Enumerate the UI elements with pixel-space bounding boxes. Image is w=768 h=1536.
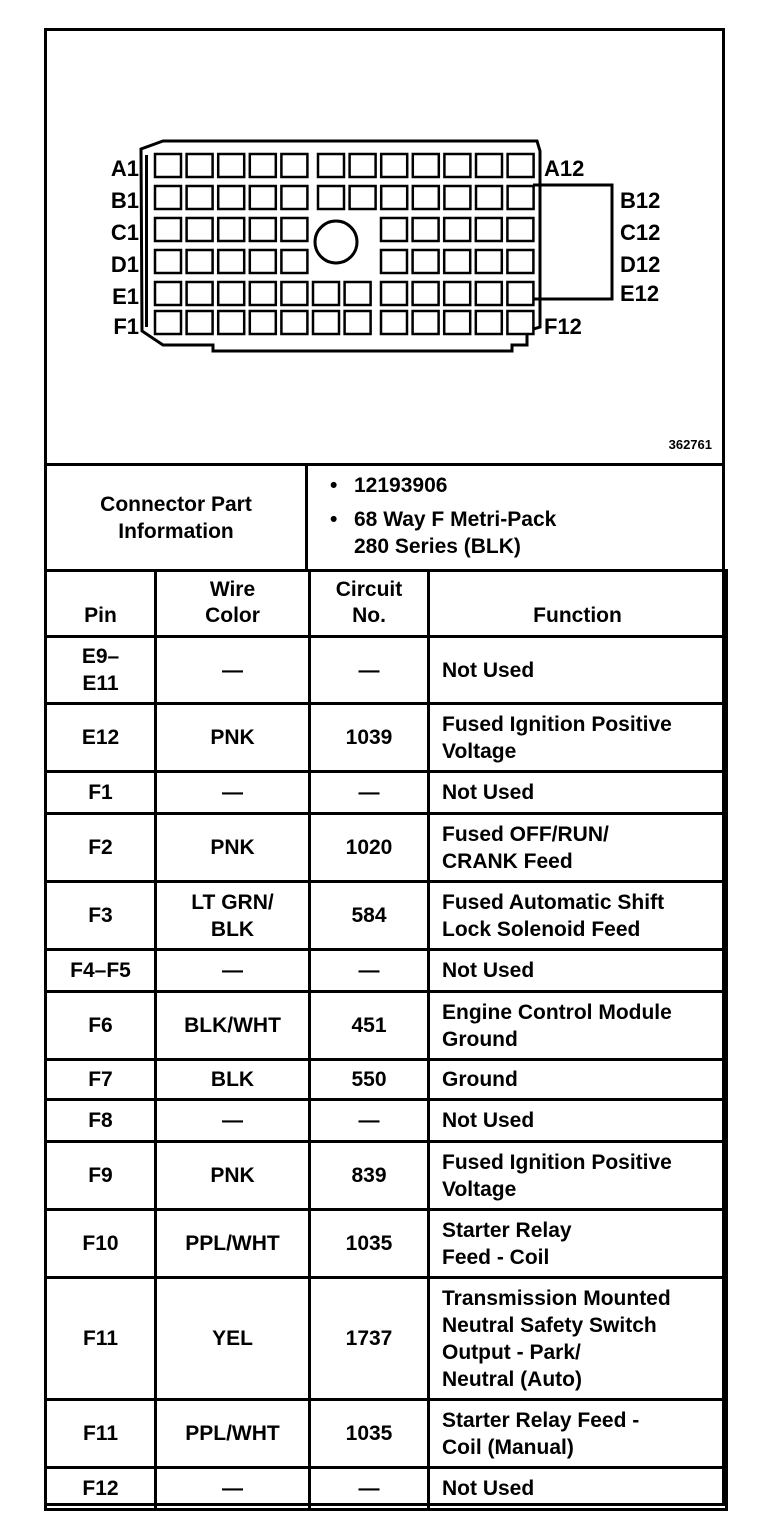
- row-label-left: F1: [113, 314, 139, 339]
- pin-cavity: [381, 154, 407, 177]
- pin-cell: E9– E11: [46, 637, 156, 704]
- pin-cavity: [155, 186, 181, 209]
- header-wire-color: Wire Color: [156, 571, 310, 637]
- pin-cell: F2: [46, 814, 156, 882]
- function-cell: Fused OFF/RUN/ CRANK Feed: [429, 814, 727, 882]
- circuit-cell: 550: [310, 1060, 429, 1100]
- pin-cavity: [413, 250, 439, 273]
- table-row: [46, 637, 727, 704]
- pin-cell: F11: [46, 1278, 156, 1400]
- table-row: [46, 1100, 727, 1142]
- pin-cavity: [155, 154, 181, 177]
- circuit-cell: —: [310, 1100, 429, 1142]
- wire-color-cell: PPL/WHT: [156, 1400, 310, 1468]
- row-label-left: E1: [112, 284, 139, 309]
- table-row: [46, 1400, 727, 1468]
- circuit-cell: 1737: [310, 1278, 429, 1400]
- pin-cavity: [476, 250, 502, 273]
- wire-color-cell: PNK: [156, 814, 310, 882]
- pin-cavity: [218, 282, 244, 305]
- circuit-cell: 584: [310, 882, 429, 950]
- part-info-item: [330, 472, 722, 499]
- pin-cell: F12: [46, 1468, 156, 1510]
- table-row: [46, 882, 727, 950]
- pin-cavity: [508, 186, 534, 209]
- lock-bracket: [533, 185, 612, 299]
- pin-cavity: [381, 282, 407, 305]
- table-row: [46, 1060, 727, 1100]
- row-label-right: A12: [544, 156, 585, 181]
- pin-cavity: [250, 154, 276, 177]
- connector-end-view-sheet: [44, 28, 725, 1506]
- table-row: [46, 992, 727, 1060]
- function-cell: Transmission Mounted Neutral Safety Switch Output - Park/ Neutral (Auto): [429, 1278, 727, 1400]
- function-cell: Not Used: [429, 637, 727, 704]
- row-label-right: C12: [620, 220, 661, 245]
- circuit-cell: —: [310, 950, 429, 992]
- table-row: [46, 1468, 727, 1510]
- table-header-row: [46, 571, 727, 637]
- header-pin: Pin: [46, 571, 156, 637]
- function-cell: Not Used: [429, 1100, 727, 1142]
- pin-cavity: [476, 186, 502, 209]
- wire-color-cell: —: [156, 1100, 310, 1142]
- pin-cavity: [476, 154, 502, 177]
- pin-table-body: [46, 637, 727, 1510]
- pin-cavity: [345, 282, 371, 305]
- housing-left-rail: [145, 155, 148, 327]
- wire-color-cell: YEL: [156, 1278, 310, 1400]
- pin-cavity: [350, 154, 376, 177]
- center-post: [315, 221, 357, 263]
- function-cell: Not Used: [429, 772, 727, 814]
- table-row: [46, 1278, 727, 1400]
- pin-cavity: [508, 154, 534, 177]
- pin-cell: F3: [46, 882, 156, 950]
- connector-description: 68 Way F Metri-Pack 280 Series (BLK): [354, 508, 557, 558]
- pin-cell: F4–F5: [46, 950, 156, 992]
- pin-cavity: [187, 154, 213, 177]
- circuit-cell: 839: [310, 1142, 429, 1210]
- pin-cavity: [444, 250, 470, 273]
- part-info-list: [308, 466, 722, 569]
- pin-cell: E12: [46, 704, 156, 772]
- function-cell: Fused Automatic Shift Lock Solenoid Feed: [429, 882, 727, 950]
- pin-cavity: [345, 311, 371, 334]
- pin-cavity: [250, 186, 276, 209]
- function-cell: Fused Ignition Positive Voltage: [429, 704, 727, 772]
- wire-color-cell: —: [156, 772, 310, 814]
- pin-cavity: [250, 250, 276, 273]
- pin-cavity: [281, 311, 307, 334]
- pin-cell: F8: [46, 1100, 156, 1142]
- function-cell: Fused Ignition Positive Voltage: [429, 1142, 727, 1210]
- bullet-icon: •: [330, 474, 338, 497]
- pin-table: [44, 569, 728, 1511]
- pin-cavity: [281, 250, 307, 273]
- row-label-right: D12: [620, 252, 661, 277]
- row-label-right: B12: [620, 188, 661, 213]
- pin-cavity: [187, 311, 213, 334]
- pin-cavity: [507, 311, 533, 334]
- pin-cavity: [218, 218, 244, 241]
- pin-cavity: [187, 218, 213, 241]
- function-cell: Ground: [429, 1060, 727, 1100]
- pin-cavity: [444, 154, 470, 177]
- pin-cavity: [218, 154, 244, 177]
- function-cell: Engine Control Module Ground: [429, 992, 727, 1060]
- pin-cavity: [350, 186, 376, 209]
- pin-cavity: [155, 311, 181, 334]
- pin-cavity: [187, 186, 213, 209]
- table-row: [46, 772, 727, 814]
- row-label-left: D1: [110, 252, 139, 277]
- pin-cavity: [444, 311, 470, 334]
- pin-cavity: [281, 218, 307, 241]
- pin-cavity: [281, 186, 307, 209]
- circuit-cell: 1020: [310, 814, 429, 882]
- table-row: [46, 950, 727, 992]
- bullet-icon: •: [330, 508, 338, 531]
- circuit-cell: —: [310, 637, 429, 704]
- pin-cavity: [444, 186, 470, 209]
- pin-cavity: [218, 186, 244, 209]
- function-cell: Not Used: [429, 1468, 727, 1510]
- connector-diagram: [47, 31, 722, 463]
- pin-cell: F10: [46, 1210, 156, 1278]
- circuit-cell: 451: [310, 992, 429, 1060]
- function-cell: Not Used: [429, 950, 727, 992]
- wire-color-cell: PPL/WHT: [156, 1210, 310, 1278]
- pin-cavity: [250, 311, 276, 334]
- pin-cavity: [281, 154, 307, 177]
- circuit-cell: —: [310, 1468, 429, 1510]
- figure-number: 362761: [668, 437, 712, 452]
- circuit-cell: —: [310, 772, 429, 814]
- circuit-cell: 1035: [310, 1210, 429, 1278]
- pin-cell: F1: [46, 772, 156, 814]
- pin-cavity: [218, 250, 244, 273]
- pin-cavity: [413, 282, 439, 305]
- pin-cavity: [155, 250, 181, 273]
- function-cell: Starter Relay Feed - Coil (Manual): [429, 1400, 727, 1468]
- pin-cavity: [281, 282, 307, 305]
- wire-color-cell: BLK/WHT: [156, 992, 310, 1060]
- pin-cavity: [381, 218, 407, 241]
- wire-color-cell: BLK: [156, 1060, 310, 1100]
- connector-part-information: [47, 463, 722, 569]
- header-function: Function: [429, 571, 727, 637]
- table-row: [46, 1210, 727, 1278]
- function-cell: Starter Relay Feed - Coil: [429, 1210, 727, 1278]
- wire-color-cell: PNK: [156, 704, 310, 772]
- table-row: [46, 814, 727, 882]
- pin-cell: F7: [46, 1060, 156, 1100]
- table-row: [46, 1142, 727, 1210]
- wire-color-cell: —: [156, 950, 310, 992]
- pin-cell: F6: [46, 992, 156, 1060]
- row-label-left: A1: [110, 156, 139, 181]
- pin-cavity: [413, 186, 439, 209]
- pin-cavity: [381, 311, 407, 334]
- pin-cavity: [413, 154, 439, 177]
- pin-cavity: [381, 186, 407, 209]
- pin-cavity: [476, 311, 502, 334]
- pin-cavity: [413, 311, 439, 334]
- wire-color-cell: —: [156, 637, 310, 704]
- pin-cavity: [413, 218, 439, 241]
- pin-cavity: [187, 250, 213, 273]
- row-label-left: B1: [110, 188, 139, 213]
- wire-color-cell: —: [156, 1468, 310, 1510]
- pin-cavity: [444, 218, 470, 241]
- wire-color-cell: LT GRN/ BLK: [156, 882, 310, 950]
- wire-color-cell: PNK: [156, 1142, 310, 1210]
- header-circuit-no: Circuit No.: [310, 571, 429, 637]
- row-label-right: F12: [544, 314, 582, 339]
- row-label-right: E12: [620, 281, 660, 306]
- pin-cavity: [318, 186, 344, 209]
- pin-cavity: [155, 218, 181, 241]
- pin-cavity: [187, 282, 213, 305]
- part-info-heading: Connector Part Information: [47, 466, 308, 569]
- row-label-left: C1: [110, 220, 139, 245]
- pin-cavity: [318, 154, 344, 177]
- pin-cavity: [476, 282, 502, 305]
- circuit-cell: 1035: [310, 1400, 429, 1468]
- pin-cavity: [250, 218, 276, 241]
- pin-cavity: [250, 282, 276, 305]
- pin-cavity: [444, 282, 470, 305]
- part-info-item: [330, 506, 722, 560]
- pin-cavity: [313, 282, 339, 305]
- pin-cavity: [507, 282, 533, 305]
- pin-cell: F9: [46, 1142, 156, 1210]
- pin-cavity: [155, 282, 181, 305]
- pin-cavity: [218, 311, 244, 334]
- pin-cavity: [507, 218, 533, 241]
- table-row: [46, 704, 727, 772]
- pin-cavity: [313, 311, 339, 334]
- part-number: 12193906: [354, 474, 448, 497]
- pin-cavity: [507, 250, 533, 273]
- pin-cavity: [476, 218, 502, 241]
- pin-cell: F11: [46, 1400, 156, 1468]
- pin-cavity: [381, 250, 407, 273]
- circuit-cell: 1039: [310, 704, 429, 772]
